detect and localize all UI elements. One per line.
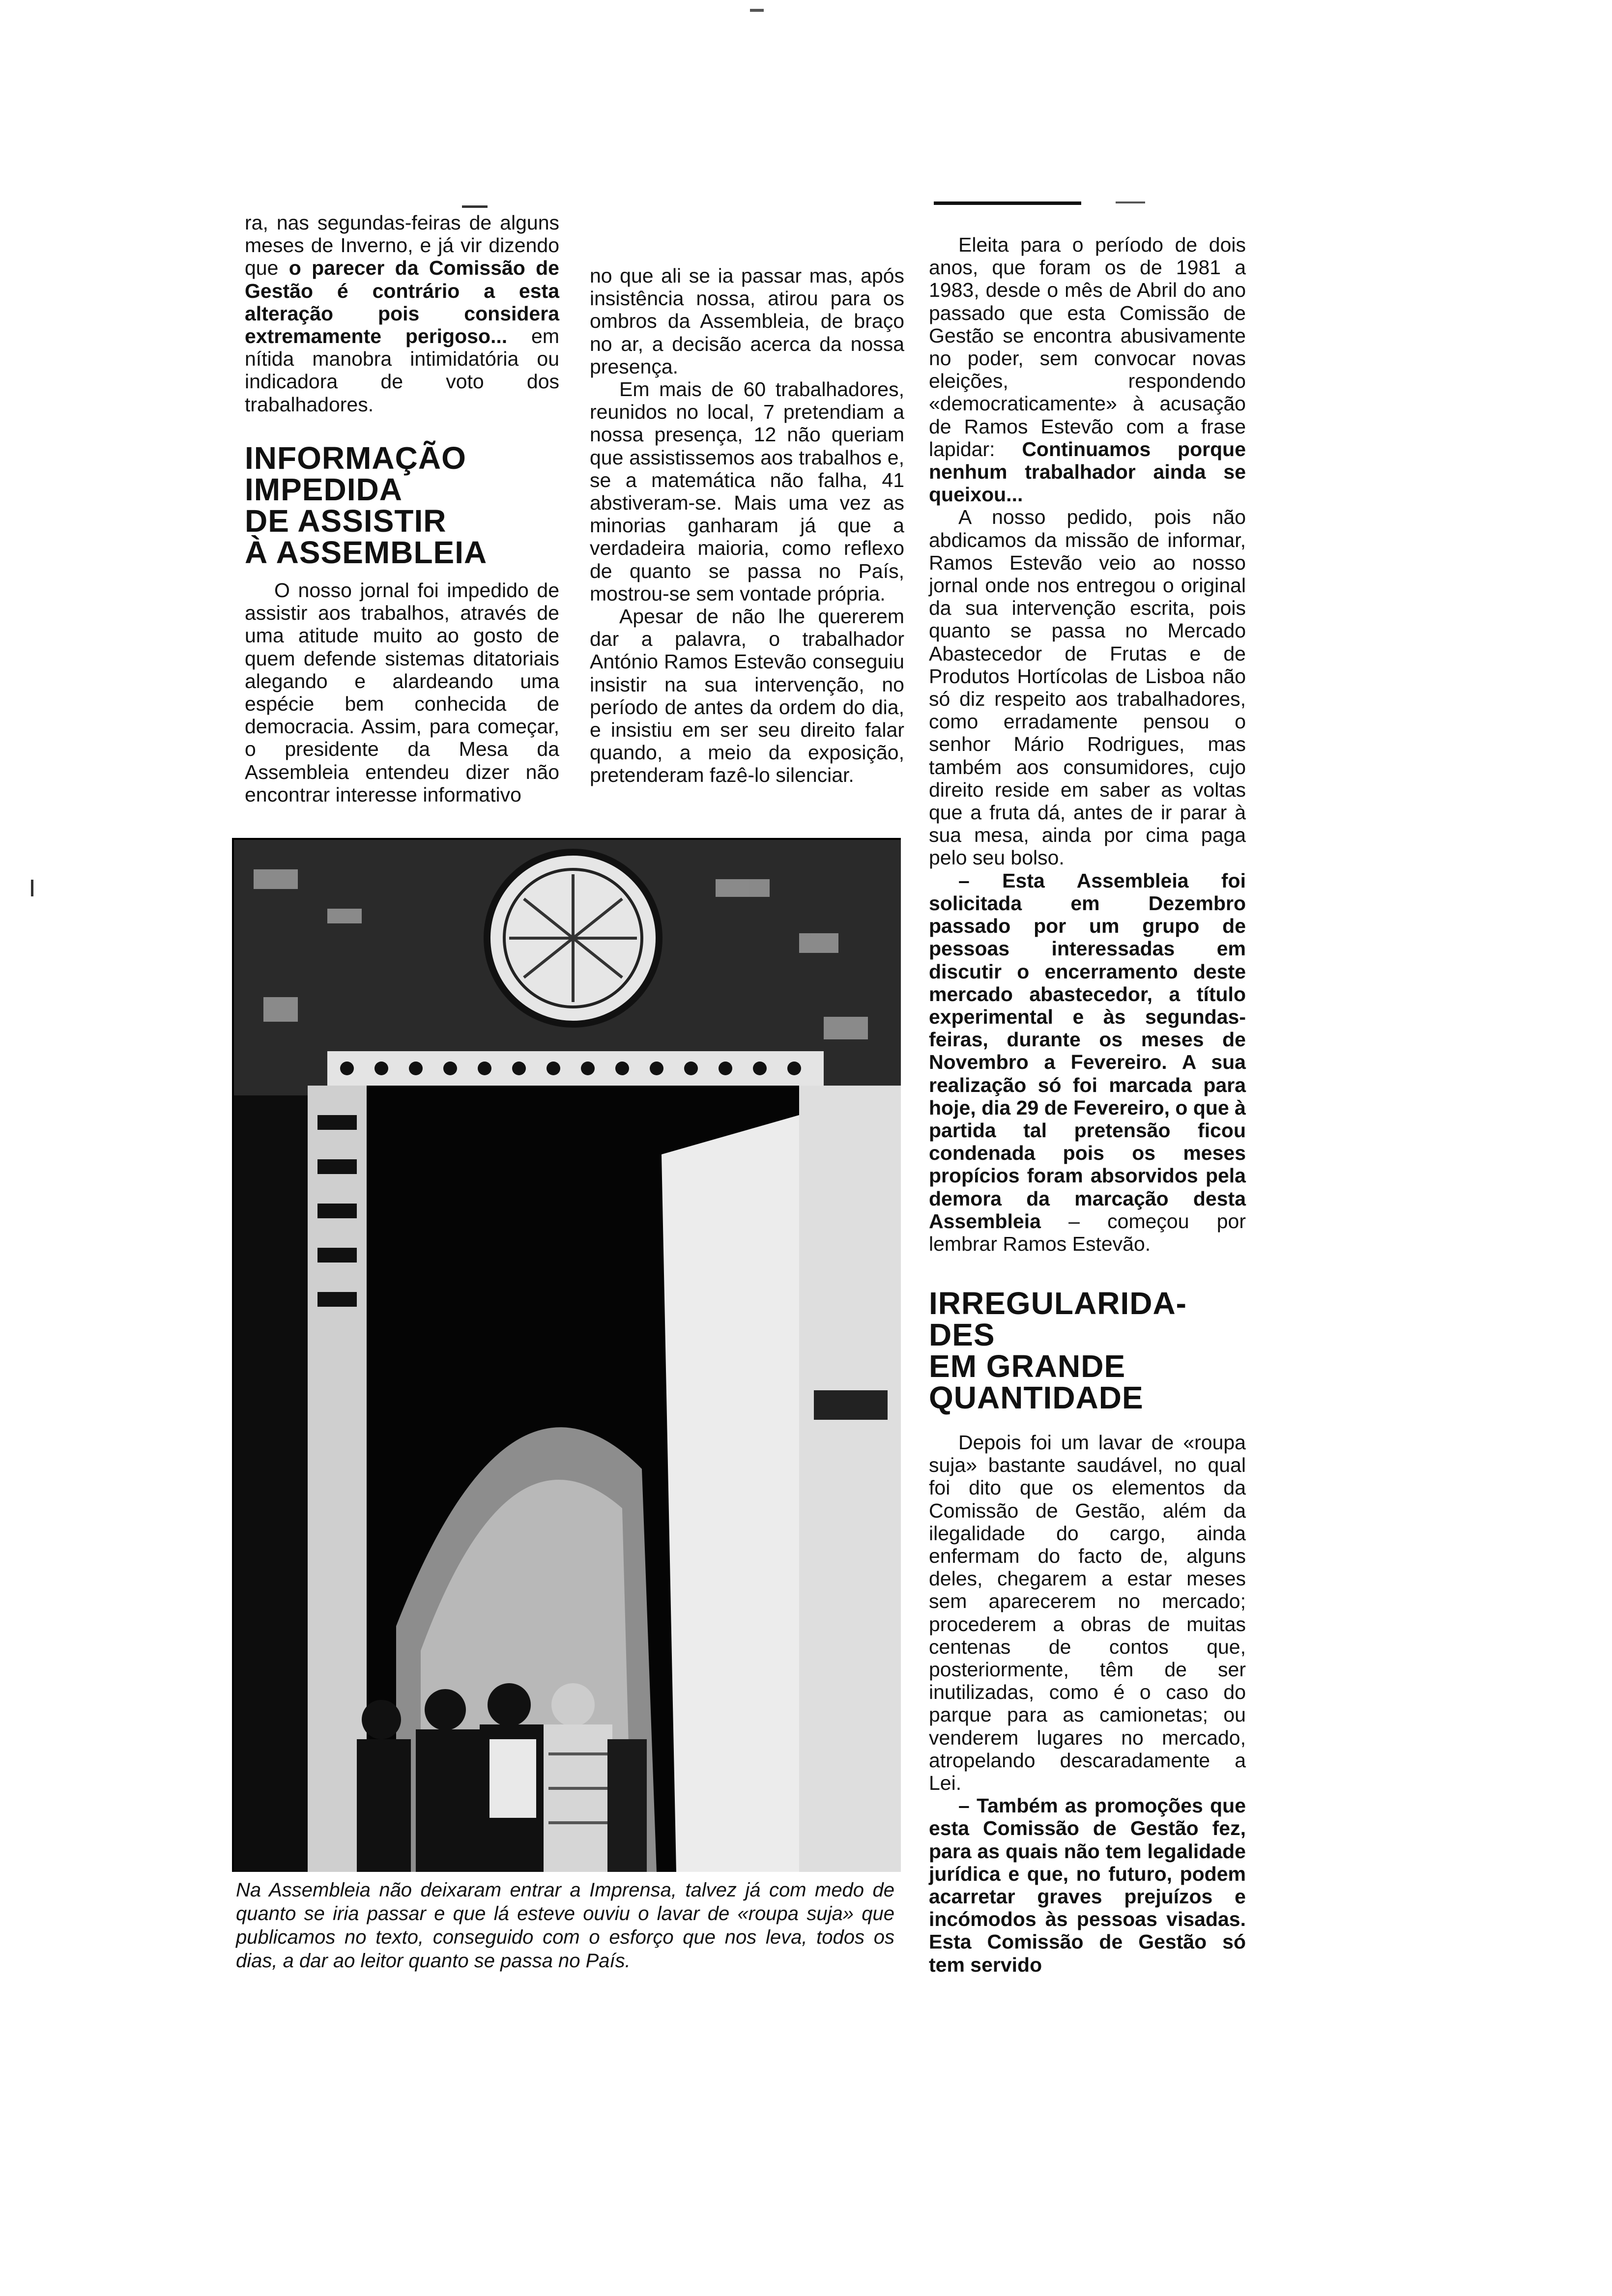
col3-paragraph3-bold: – Esta Assembleia foi solicitada em Dezembro passado por um grupo de pessoas interessadas em discutir o encerramento deste mercado abastecedor, a título experimental e às segundas-feiras, durante os meses de Novembro a Fevereiro. A sua realização só foi marcada para hoje, dia 29 de Fevereiro, o que à partida tal pretensão ficou condenada pois os meses propícios foram absorvidos pela demora da marcação desta Assembleia [929,869,1246,1233]
column-2 [590,264,904,787]
column-3-continued [929,1431,1246,1976]
heading-line: IRREGULARIDA- [929,1286,1187,1321]
assembly-entrance-photo [232,838,901,1872]
heading-line: DE ASSISTIR [245,503,447,539]
col1-paragraph2: O nosso jornal foi impedido de assistir aos trabalhos, através de uma atitude muito ao gosto de quem defende sistemas ditatoriais alegando e alardeando uma espécie bem conhecida de democracia. Assim, para começar, o presidente da Mesa da Assembleia entendeu dizer não encontrar interesse informativo [245,579,559,806]
col3-paragraph4: Depois foi um lavar de «roupa suja» bastante saudável, no qual foi dito que os elementos da Comissão de Gestão, além da ilegalidade do cargo, ainda enfermam do facto de, alguns deles, chegarem a estar meses sem aparecerem no mercado; procederem a obras de muitas centenas de contos que, posteriormente, têm de ser inutilizadas, como é o caso do parque para as camionetas; ou venderem lugares no mercado, atropelando descaradamente a Lei. [929,1431,1246,1795]
column-rule-col3-tail [1116,201,1145,203]
photo-caption: Na Assembleia não deixaram entrar a Imprensa, talvez já com medo de quanto se iria passar e que lá esteve ouviu o lavar de «roupa suja» que publicamos no texto, conseguido com o esforço que nos leva, todos os dias, a dar ao leitor quanto se passa no País. [236,1879,894,1972]
column-rule-col1 [462,205,488,208]
col3-paragraph1: Eleita para o período de dois anos, que foram os de 1981 a 1983, desde o mês de Abril do ano passado que esta Comissão de Gestão se encontra abusivamente no poder, sem convocar novas eleições, respondendo «democraticamente» à acusação de Ramos Estevão com a frase lapidar: [929,233,1246,460]
col1-paragraph1-end: em nítida manobra intimidatória ou indicadora de voto dos trabalhadores. [245,325,559,416]
col2-paragraph1: no que ali se ia passar mas, após insistência nossa, atirou para os ombros da Assembleia, de braço no ar, a decisão acerca da nossa presença. [590,264,904,378]
heading-informacao-impedida [245,442,559,568]
heading-irregularidades [929,1288,1246,1413]
scan-mark-left [31,880,33,896]
column-1-continued [245,579,559,806]
heading-line: DES [929,1317,995,1352]
col3-paragraph2: A nosso pedido, pois não abdicamos da missão de informar, Ramos Estevão veio ao nosso jornal onde nos entregou o original da sua intervenção escrita, pois quanto se passa no Mercado Abastecedor de Frutas e de Produtos Hortícolas de Lisboa não só diz respeito aos trabalhadores, como erradamente pensou o senhor Mário Rodrigues, mas também aos consumidores, cujo direito reside em saber as voltas que a fruta dá, antes de ir parar à sua mesa, ainda por cima paga pelo seu bolso. [929,506,1246,869]
column-rule-col3 [934,201,1081,205]
col1-paragraph1: ra, nas segundas-feiras de alguns meses de Inverno, e já vir dizendo que [245,211,559,280]
col3-paragraph1-bold: Continuamos porque nenhum trabalhador ainda se queixou... [929,437,1246,506]
col3-paragraph3-end: – começou por lembrar Ramos Estevão. [929,1209,1246,1255]
heading-line: INFORMAÇÃO [245,440,466,476]
heading-line: EM GRANDE [929,1349,1126,1384]
column-1 [245,211,559,416]
col1-paragraph1-bold: o parecer da Comissão de Gestão é contrário a esta alteração pois considera extremamente perigoso... [245,257,559,348]
column-3 [929,233,1246,1255]
col3-paragraph5-bold: – Também as promoções que esta Comissão de Gestão fez, para as quais não tem legalidade jurídica e que, no futuro, podem acarretar graves prejuízos e incómodos às pessoas visadas. Esta Comissão de Gestão só tem servido [929,1794,1246,1976]
col2-paragraph2: Em mais de 60 trabalhadores, reunidos no local, 7 pretendiam a nossa presença, 12 não queriam que assistissemos aos trabalhos e, se a matemática não falha, 41 abstiveram-se. Mais uma vez as minorias ganharam já que a verdadeira maioria, como reflexo de quanto se passa no País, mostrou-se sem vontade própria. [590,378,904,605]
scan-mark-top [750,9,764,12]
heading-line: IMPEDIDA [245,472,403,507]
photo-illustration [234,840,901,1872]
heading-line: QUANTIDADE [929,1380,1144,1415]
heading-line: À ASSEMBLEIA [245,535,488,570]
col2-paragraph3: Apesar de não lhe quererem dar a palavra, o trabalhador António Ramos Estevão conseguiu insistir na sua intervenção, no período de antes da ordem do dia, e insistiu em ser seu direito falar quando, a meio da exposição, pretenderam fazê-lo silenciar. [590,605,904,787]
